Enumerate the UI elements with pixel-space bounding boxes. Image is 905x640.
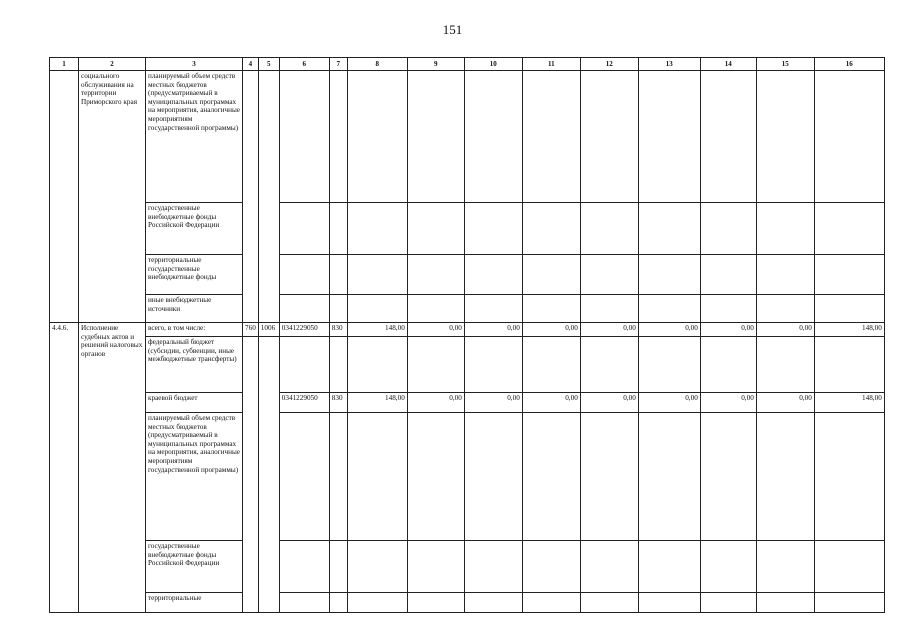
col5-cell (258, 337, 279, 613)
budget-table (49, 57, 885, 613)
header-cell: 15 (756, 58, 814, 71)
item-code-cell: 4.4.6. (50, 323, 79, 613)
table-row (50, 413, 885, 541)
header-cell: 12 (580, 58, 638, 71)
header-cell: 11 (522, 58, 580, 71)
header-cell: 6 (279, 58, 329, 71)
source-label: территориальные (146, 593, 243, 613)
amount-cell: 0,00 (464, 323, 522, 337)
amount-cell: 0,00 (756, 323, 814, 337)
header-cell: 3 (146, 58, 243, 71)
amount-cell: 148,00 (347, 393, 407, 413)
amount-cell: 148,00 (347, 323, 407, 337)
amount-cell: 0,00 (700, 393, 756, 413)
table-row (50, 393, 885, 413)
amount-cell: 0,00 (700, 323, 756, 337)
item-name-cell: Исполнение судебных актов и решений налоговых органов (79, 323, 146, 613)
col4-cell (243, 337, 259, 613)
header-cell: 4 (243, 58, 259, 71)
amount-cell: 0,00 (580, 393, 638, 413)
item-name-cell: социального обслуживания на территории Приморского края (79, 71, 146, 323)
table-row (50, 203, 885, 255)
amount-cell: 0,00 (756, 393, 814, 413)
table-row (50, 337, 885, 393)
col7-value: 830 (329, 393, 347, 413)
col6-value: 0341229050 (279, 323, 329, 337)
header-cell: 14 (700, 58, 756, 71)
amount-cell: 0,00 (464, 393, 522, 413)
header-cell: 2 (79, 58, 146, 71)
amount-cell: 148,00 (814, 323, 884, 337)
amount-cell: 0,00 (638, 323, 700, 337)
header-cell: 10 (464, 58, 522, 71)
source-label: планируемый объем средств местных бюджетов (предусматриваемый в муниципальных программах на мероприятия, аналогичные мероприятиям государственной программы) (146, 413, 243, 541)
source-label: территориальные государственные внебюджетные фонды (146, 255, 243, 295)
header-cell: 7 (329, 58, 347, 71)
header-row (50, 58, 885, 71)
source-label: государственные внебюджетные фонды Российской Федерации (146, 203, 243, 255)
amount-cell: 0,00 (522, 323, 580, 337)
col5-value: 1006 (258, 323, 279, 337)
table-row (50, 295, 885, 323)
source-label: иные внебюджетные источники (146, 295, 243, 323)
amount-cell: 0,00 (407, 393, 464, 413)
amount-cell: 0,00 (522, 393, 580, 413)
amount-cell: 0,00 (580, 323, 638, 337)
col6-value: 0341229050 (279, 393, 329, 413)
header-cell: 8 (347, 58, 407, 71)
source-label: государственные внебюджетные фонды Российской Федерации (146, 541, 243, 593)
col4-value: 760 (243, 323, 259, 337)
table-row (50, 541, 885, 593)
header-cell: 13 (638, 58, 700, 71)
source-label: планируемый объем средств местных бюджетов (предусматриваемый в муниципальных программах на мероприятия, аналогичные мероприятиям государственной программы) (146, 71, 243, 203)
source-label: краевой бюджет (146, 393, 243, 413)
item-code-cell (50, 71, 79, 323)
header-cell: 9 (407, 58, 464, 71)
table-row (50, 255, 885, 295)
page-number: 151 (442, 22, 463, 37)
col4-cell (243, 71, 259, 323)
table-row (50, 593, 885, 613)
col7-value: 830 (329, 323, 347, 337)
header-cell: 1 (50, 58, 79, 71)
source-label: всего, в том числе: (146, 323, 243, 337)
amount-cell: 148,00 (814, 393, 884, 413)
table-row (50, 71, 885, 203)
header-cell: 16 (814, 58, 884, 71)
col5-cell (258, 71, 279, 323)
source-label: федеральный бюджет (субсидии, субвенции, иные межбюджетные трансферты) (146, 337, 243, 393)
amount-cell: 0,00 (407, 323, 464, 337)
amount-cell: 0,00 (638, 393, 700, 413)
table-row (50, 323, 885, 337)
header-cell: 5 (258, 58, 279, 71)
